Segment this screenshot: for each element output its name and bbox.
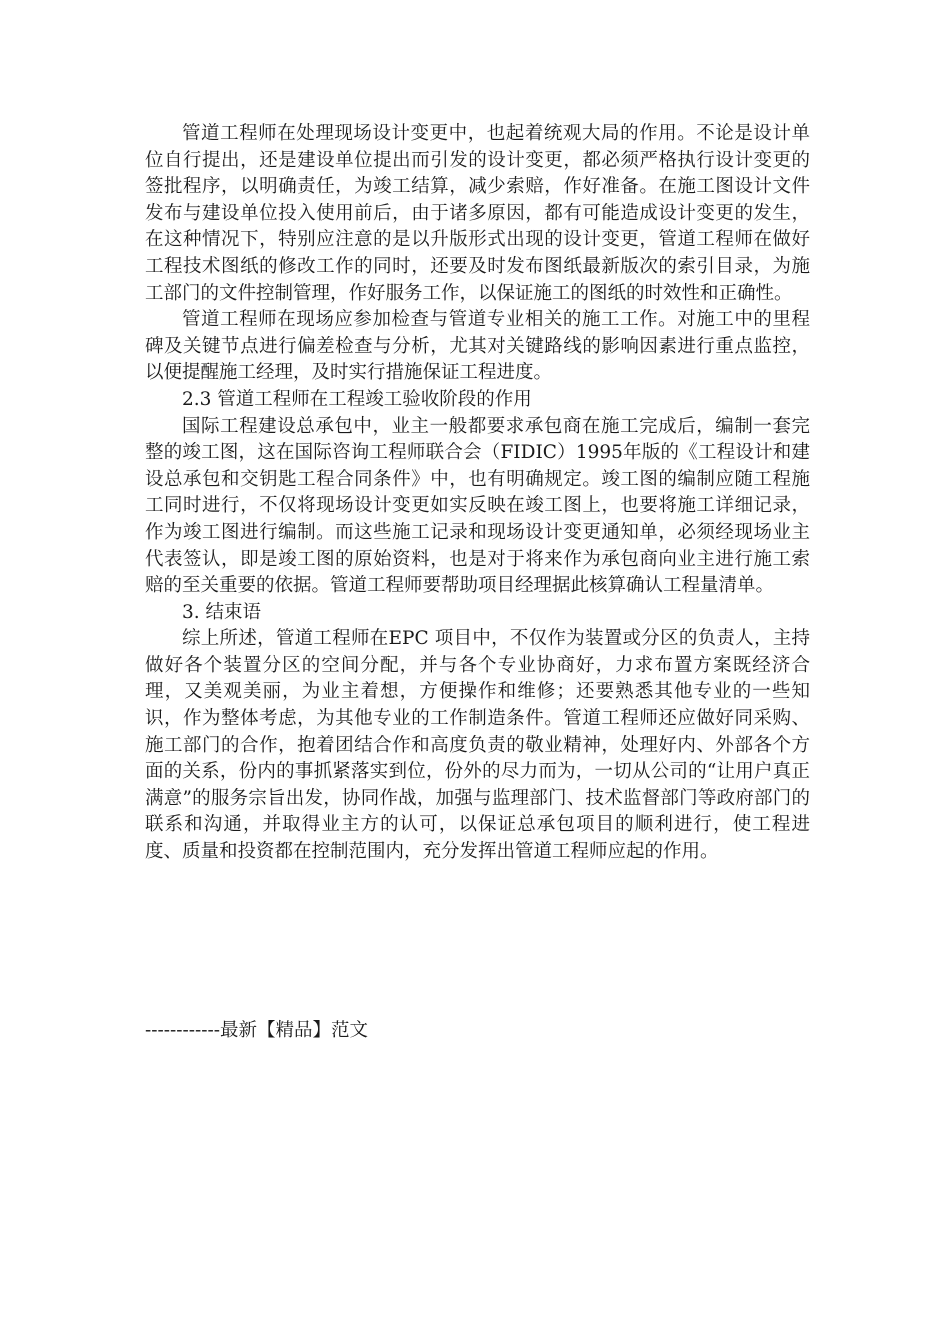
- paragraph-design-change: 管道工程师在处理现场设计变更中，也起着统观大局的作用。不论是设计单位自行提出，还是建设单位提出而引发的设计变更，都必须严格执行设计变更的签批程序，以明确责任，为竣工结算，减少索赔，作好准备。在施工图设计文件发布与建设单位投入使用前后，由于诸多原因，都有可能造成设计变更的发生，在这种情况下，特别应注意的是以升版形式出现的设计变更，管道工程师在做好工程技术图纸的修改工作的同时，还要及时发布图纸最新版次的索引目录，为施工部门的文件控制管理，作好服务工作，以保证施工的图纸的时效性和正确性。: [145, 123, 810, 304]
- document-body: [145, 121, 810, 866]
- section-heading-conclusion: 3. 结束语: [182, 601, 262, 623]
- paragraph-as-built-drawings: 国际工程建设总承包中，业主一般都要求承包商在施工完成后，编制一套完整的竣工图，这在国际咨询工程师联合会（FIDIC）1995年版的《工程设计和建设总承包和交钥匙工程合同条件》中，也有明确规定。竣工图的编制应随工程施工同时进行，不仅将现场设计变更如实反映在竣工图上，也要将施工详细记录，作为竣工图进行编制。而这些施工记录和现场设计变更通知单，必须经现场业主代表签认，即是竣工图的原始资料，也是对于将来作为承包商向业主进行施工索赔的至关重要的依据。管道工程师要帮助项目经理据此核算确认工程量清单。: [145, 415, 810, 597]
- footer-tagline: ------------最新【精品】范文: [145, 1020, 369, 1041]
- paragraph-conclusion: 综上所述，管道工程师在EPC 项目中，不仅作为装置或分区的负责人，主持做好各个装置分区的空间分配，并与各个专业协商好，力求布置方案既经济合理，又美观美丽，为业主着想，方便操作和维修；还要熟悉其他专业的一些知识，作为整体考虑，为其他专业的工作制造条件。管道工程师还应做好同采购、施工部门的合作，抱着团结合作和高度负责的敬业精神，处理好内、外部各个方面的关系，份内的事抓紧落实到位，份外的尽力而为，一切从公司的“让用户真正满意”的服务宗旨出发，协同作战，加强与监理部门、技术监督部门等政府部门的联系和沟通，并取得业主方的认可，以保证总承包项目的顺利进行，使工程进度、质量和投资都在控制范围内，充分发挥出管道工程师应起的作用。: [145, 628, 810, 863]
- section-heading-2-3: 2.3 管道工程师在工程竣工验收阶段的作用: [182, 388, 532, 410]
- paragraph-site-inspection: 管道工程师在现场应参加检查与管道专业相关的施工工作。对施工中的里程碑及关键节点进行偏差检查与分析，尤其对关键路线的影响因素进行重点监控，以便提醒施工经理，及时实行措施保证工程进度。: [145, 309, 810, 384]
